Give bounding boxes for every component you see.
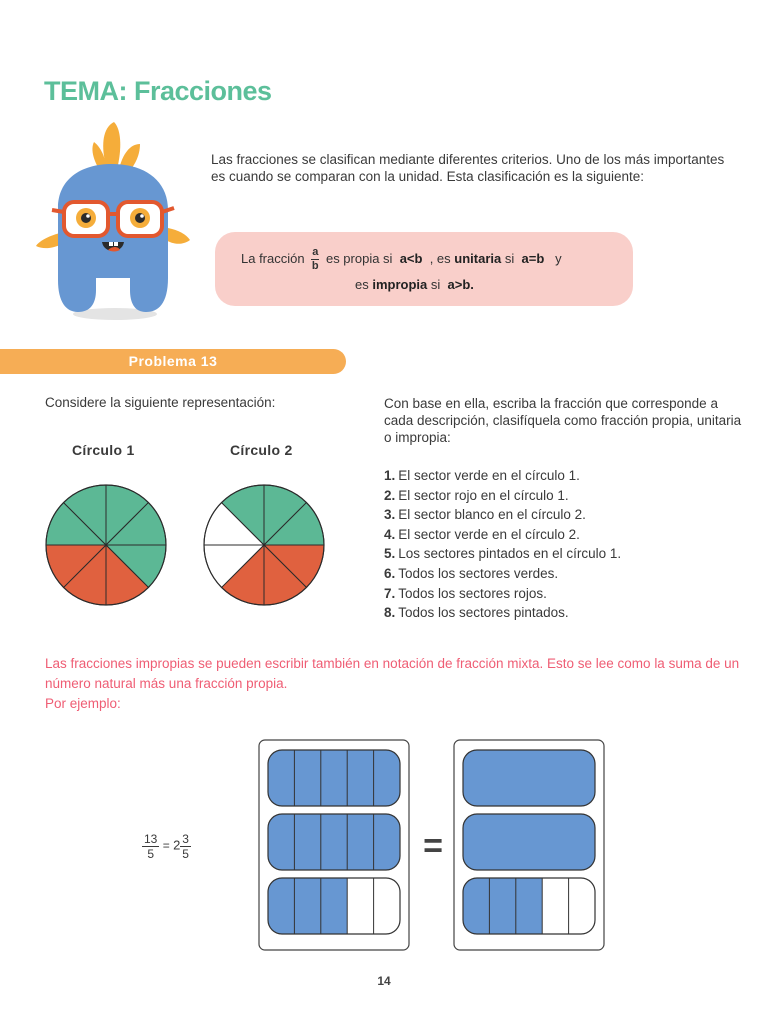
fraction-numerator: a [312,246,319,258]
rule-propia-text: es propia si [325,250,393,266]
bar-segment [268,750,294,806]
classification-rule-box [215,232,633,306]
rule-line-2 [355,277,474,292]
mixed-fraction-equation [142,832,191,861]
rule-unitaria-condition: a=b [521,250,545,266]
representation-intro: Considere la siguiente representación: [45,395,276,410]
rule-si-1: si [504,250,515,266]
whole-number: 2 [173,837,181,853]
bar-segment [347,878,373,934]
circle-1-label: Círculo 1 [72,442,135,458]
rule-es: , es [429,250,451,266]
improper-denominator: 5 [147,847,155,861]
bar-segment [516,878,542,934]
bar-segment [463,750,595,806]
bar-segment [347,814,373,870]
bar-segment [463,878,489,934]
bar-segment [374,750,400,806]
bar-segment [294,814,320,870]
bar-segment [569,878,595,934]
rule-y: y [555,250,562,266]
rule-unitaria: unitaria [454,250,502,266]
intro-paragraph: Las fracciones se clasifican mediante diferentes criterios. Uno de los más importantes es cuando se comparan con la unidad. Esta clasificación es la siguiente: [211,152,725,184]
bar-segment [268,814,294,870]
list-item: 6. Todos los sectores verdes. [384,565,559,581]
circle-2-pie [202,483,326,607]
rule-impropia-condition: a>b. [447,277,474,292]
list-item: 3. El sector blanco en el círculo 2. [384,507,586,523]
example-label: Por ejemplo: [45,696,121,711]
bar-segment [374,878,400,934]
fraction-bar-left [268,750,400,806]
list-item: 4. El sector verde en el círculo 2. [384,526,580,542]
improper-fraction [142,832,159,861]
mixed-fraction-text: Las fracciones impropias se pueden escribir también en notación de fracción mixta. Esto se lee como la suma de un número natural más una fracción propia. [45,656,740,691]
problem-banner [0,349,346,374]
rule-impropia: impropia [372,277,428,292]
rule-es-2: es [355,277,369,292]
page-number: 14 [377,974,391,988]
improper-numerator: 13 [144,832,158,846]
problem-label: Problema 13 [128,353,218,369]
bar-segment [542,878,568,934]
bar-segment [347,750,373,806]
list-item: 1. El sector verde en el círculo 1. [384,468,580,483]
bar-segment [463,814,595,870]
proper-denominator: 5 [182,847,189,861]
rule-propia-condition: a<b [399,250,423,266]
fraction-bar-right [463,814,595,870]
monster-mascot-icon [30,118,200,323]
circle-1-pie [44,483,168,607]
list-item: 8. Todos los sectores pintados. [384,605,569,621]
bar-segment [321,814,347,870]
instructions-paragraph: Con base en ella, escriba la fracción que corresponde a cada descripción, clasifíquela como fracción propia, unitaria o impropia: [384,396,742,445]
fraction-a-over-b [311,246,319,273]
descriptions-list [384,466,754,623]
bar-segment [294,878,320,934]
proper-fraction [180,832,191,861]
list-item: 7. Todos los sectores rojos. [384,585,547,601]
fraction-bar-right [463,750,595,806]
fraction-bars-diagram [250,732,620,956]
rule-si-2: si [430,277,441,292]
rule-line-1 [241,246,562,273]
equals-sign: = [162,838,170,853]
list-item: 2. El sector rojo en el círculo 1. [384,487,569,503]
rule-prefix: La fracción [241,250,305,266]
page-title: TEMA: Fracciones [44,76,272,106]
bar-segment [321,878,347,934]
bar-segment [489,878,515,934]
bar-segment [294,750,320,806]
bar-segment [374,814,400,870]
mixed-fraction-explanation [45,654,745,714]
fraction-bar-right [463,878,595,934]
bar-segment [321,750,347,806]
fraction-bar-left [268,878,400,934]
fraction-denominator: b [311,260,319,272]
proper-numerator: 3 [182,832,189,846]
bar-segment [268,878,294,934]
fraction-bar-left [268,814,400,870]
list-item: 5. Los sectores pintados en el círculo 1. [384,546,622,562]
bars-equals-sign: = [423,827,443,865]
circle-2-label: Círculo 2 [230,442,293,458]
